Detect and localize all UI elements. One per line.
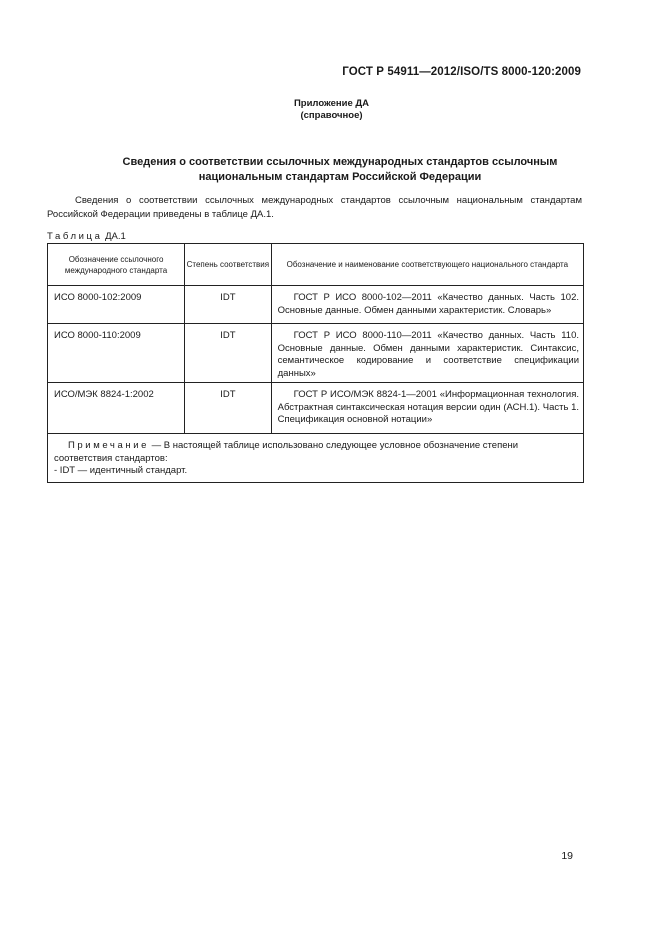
national-standard-text: ГОСТ Р ИСО 8000-110—2011 «Качество данных. Часть 110. Основные данные. Обмен данными характеристик. Синтаксис, семантическое кодирование и соответствие спецификации данных» [277, 330, 579, 379]
intro-paragraph: Сведения о соответствии ссылочных международных стандартов ссылочным национальным стандартам Российской Федерации приведены в таблице ДА.1. [47, 195, 582, 220]
cell-degree: IDT [185, 324, 272, 383]
table-header-row [48, 244, 584, 286]
appendix-heading [0, 98, 661, 122]
note-item: - IDT — идентичный стандарт. [54, 465, 188, 476]
header-intl-standard: Обозначение ссылочного международного стандарта [48, 244, 185, 286]
appendix-title: Приложение ДА [293, 98, 370, 109]
cell-national-standard [271, 324, 583, 383]
cell-national-standard [271, 286, 583, 324]
correspondence-table [47, 243, 584, 483]
section-title-line1: Сведения о соответствии ссылочных международных стандартов ссылочным [122, 156, 558, 168]
appendix-subtitle: (справочное) [300, 110, 363, 121]
cell-degree: IDT [185, 383, 272, 434]
cell-intl-standard: ИСО 8000-110:2009 [48, 324, 185, 383]
national-standard-text: ГОСТ Р ИСО/МЭК 8824-1—2001 «Информационная технология. Абстрактная синтаксическая нотация версии один (АСН.1). Часть 1. Спецификация основной нотации» [277, 389, 579, 425]
table-caption-id: ДА.1 [105, 231, 126, 242]
table-caption [47, 231, 126, 242]
cell-national-standard [271, 383, 583, 434]
document-header-code: ГОСТ Р 54911—2012/ISO/TS 8000-120:2009 [342, 66, 581, 78]
cell-intl-standard: ИСО/МЭК 8824-1:2002 [48, 383, 185, 434]
national-standard-text: ГОСТ Р ИСО 8000-102—2011 «Качество данных. Часть 102. Основные данные. Обмен данными характеристик. Словарь» [277, 292, 579, 316]
table-note [48, 434, 584, 483]
table-row [48, 324, 584, 383]
page-number: 19 [561, 850, 573, 862]
note-body: — В настоящей таблице использовано следующее условное обозначение степени соответствия стандартов: [54, 440, 519, 464]
section-title [60, 155, 620, 185]
table-row [48, 383, 584, 434]
cell-intl-standard: ИСО 8000-102:2009 [48, 286, 185, 324]
table-caption-word: Таблица [47, 231, 103, 242]
note-label: Примечание [68, 440, 149, 451]
header-degree: Степень соответствия [185, 244, 272, 286]
section-title-line2: национальным стандартам Российской Федерации [198, 171, 482, 183]
cell-degree: IDT [185, 286, 272, 324]
header-national-standard: Обозначение и наименование соответствующего национального стандарта [271, 244, 583, 286]
note-text [54, 440, 577, 465]
table-note-row [48, 434, 584, 483]
table-row [48, 286, 584, 324]
